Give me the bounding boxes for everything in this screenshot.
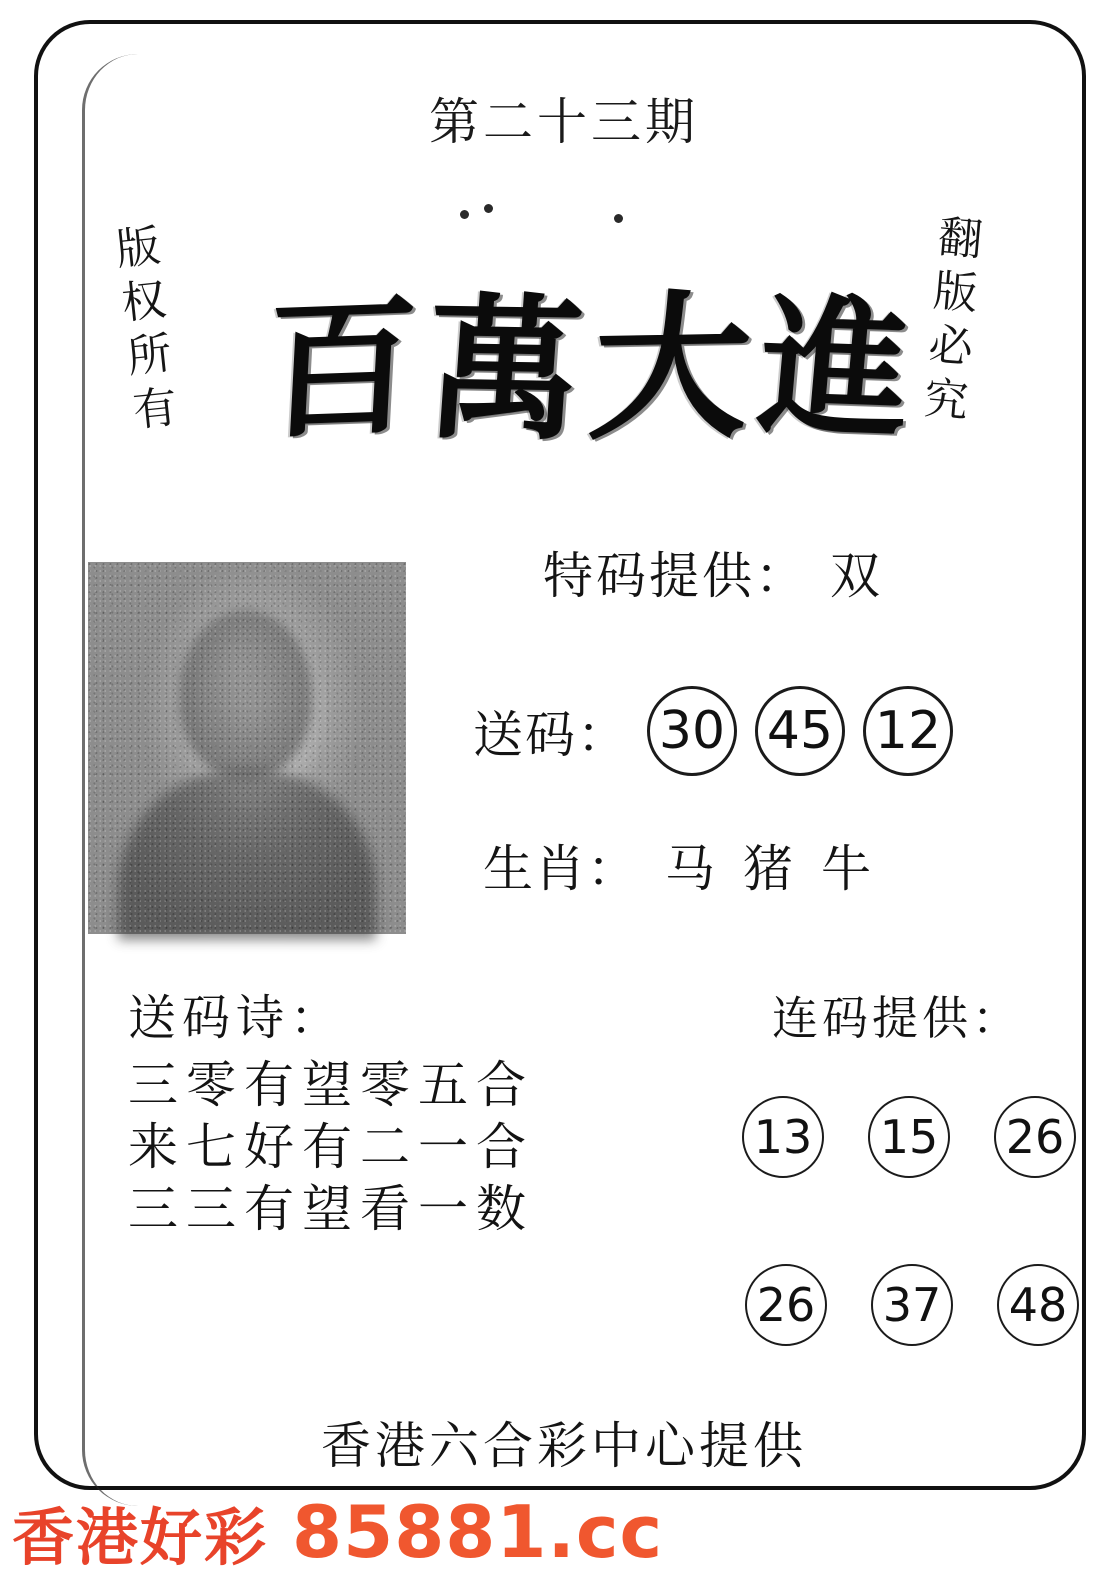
lian-ma-row-2 <box>716 1264 1090 1346</box>
special-code-label: 特码提供： <box>543 547 808 605</box>
title-char-3: 大 <box>583 274 758 463</box>
special-code-value: 双 <box>830 547 883 605</box>
lian-ma-block <box>710 982 1090 1346</box>
poem-line: 来七好有二一合 <box>128 1118 534 1176</box>
watermark-brand: 香港好彩 <box>12 1500 269 1574</box>
lian-ma-ball: 26 <box>994 1096 1076 1178</box>
portrait-head <box>180 610 312 778</box>
provider-footer: 香港六合彩中心提供 <box>321 1417 807 1475</box>
poem-line: 三零有望零五合 <box>128 1056 534 1114</box>
issue-number: 第二十三期 <box>429 93 699 151</box>
lian-ma-ball: 13 <box>742 1096 824 1178</box>
portrait-body <box>118 770 376 940</box>
zodiac-row <box>483 829 873 901</box>
special-code-row <box>543 536 883 608</box>
lian-ma-ball: 48 <box>997 1264 1079 1346</box>
title-char-4: 進 <box>752 278 918 460</box>
portrait-photo <box>88 562 406 934</box>
poem-title: 送码诗： <box>128 990 345 1046</box>
send-code-ball: 30 <box>647 686 737 776</box>
poem-block <box>128 979 534 1240</box>
site-watermark <box>12 1492 1112 1572</box>
send-code-ball: 12 <box>863 686 953 776</box>
zodiac-value: 马 <box>665 840 717 898</box>
zodiac-value: 牛 <box>821 840 873 898</box>
title-char-2: 萬 <box>420 276 588 462</box>
lian-ma-ball: 15 <box>868 1096 950 1178</box>
title-char-1: 百 <box>261 278 422 460</box>
lian-ma-row-1 <box>710 1096 1090 1178</box>
lottery-card <box>34 20 1086 1490</box>
poem-line: 三三有望看一数 <box>128 1180 534 1238</box>
zodiac-value: 猪 <box>743 840 795 898</box>
send-code-label: 送码： <box>473 706 629 764</box>
copyright-note-left: 版权所有 <box>105 221 180 443</box>
watermark-site: 85881.cc <box>292 1490 664 1574</box>
send-code-row <box>473 686 953 776</box>
lian-ma-title: 连码提供： <box>772 991 1022 1045</box>
copyright-note-right: 翻版必究 <box>913 212 984 432</box>
zodiac-label: 生肖： <box>483 840 639 898</box>
send-code-ball: 45 <box>755 686 845 776</box>
lian-ma-ball: 37 <box>871 1264 953 1346</box>
lian-ma-ball: 26 <box>745 1264 827 1346</box>
decorative-dots <box>438 202 658 226</box>
page-title <box>238 264 938 474</box>
